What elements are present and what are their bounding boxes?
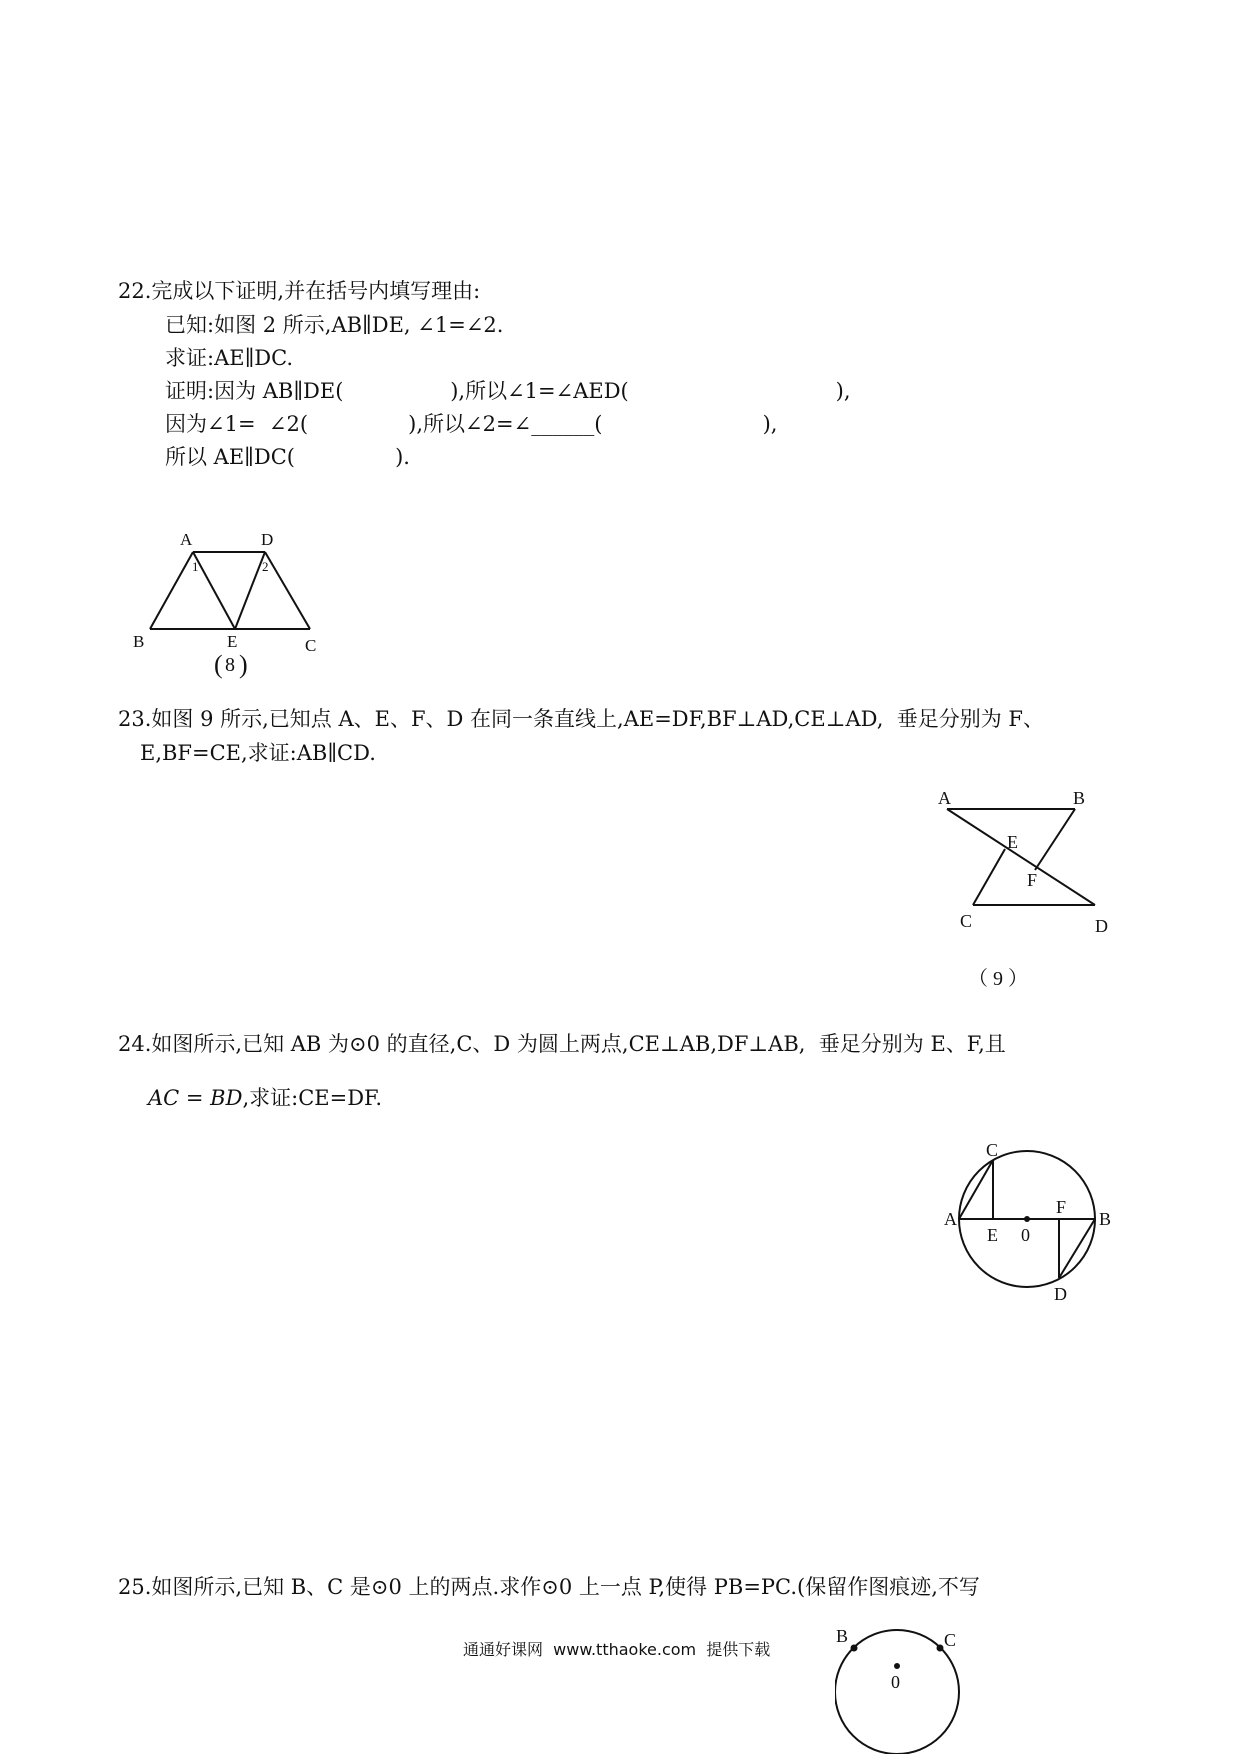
q22-proof-line1: 证明:因为 AB∥DE( ),所以∠1=∠AED( ),	[165, 379, 851, 403]
label-B: B	[133, 632, 145, 651]
q23-figure-lines	[947, 809, 1095, 905]
q24-figure	[935, 1140, 1120, 1315]
label-B: B	[836, 1626, 849, 1646]
q22-given: 已知:如图 2 所示,AB∥DE, ∠1=∠2.	[165, 313, 504, 337]
q23-figure	[935, 782, 1135, 1002]
segment-AD	[947, 809, 1095, 905]
q22-proof-line3: 所以 AE∥DC( ).	[165, 445, 410, 469]
q25-figure	[835, 1622, 975, 1754]
label-D: D	[1054, 1284, 1067, 1304]
label-C: C	[305, 636, 317, 655]
center-point	[1024, 1216, 1030, 1222]
label-C: C	[944, 1630, 957, 1650]
q23-line1: 23.如图 9 所示,已知点 A、E、F、D 在同一条直线上,AE=DF,BF⊥AD,CE⊥AD, 垂足分别为 F、	[118, 707, 1044, 731]
q22-prove: 求证:AE∥DC.	[165, 346, 294, 370]
label-F: F	[1027, 870, 1038, 890]
chord-DB	[1059, 1219, 1095, 1278]
segment-EC	[973, 849, 1005, 905]
label-B: B	[1099, 1209, 1112, 1229]
point-B	[851, 1645, 858, 1652]
paren-left: (	[214, 650, 223, 679]
center-point	[894, 1663, 900, 1669]
q22-title: 22.完成以下证明,并在括号内填写理由:	[118, 279, 481, 303]
chord-AC	[959, 1160, 993, 1219]
q22-figure-caption: 8	[225, 654, 235, 676]
q22-figure-lines	[150, 552, 310, 629]
paren-right: )	[239, 650, 248, 679]
segment-AB	[150, 552, 193, 629]
segment-DC	[265, 552, 310, 629]
label-E: E	[1007, 832, 1018, 852]
q23-line2: E,BF=CE,求证:AB∥CD.	[140, 741, 376, 765]
label-D: D	[261, 530, 274, 549]
label-B: B	[1073, 788, 1086, 808]
point-C	[937, 1645, 944, 1652]
label-D: D	[1095, 916, 1108, 936]
label-E: E	[227, 632, 238, 651]
label-C: C	[986, 1140, 999, 1160]
q25-line1: 25.如图所示,已知 B、C 是⊙0 上的两点.求作⊙0 上一点 P,使得 PB=PC.(保留作图痕迹,不写	[118, 1575, 980, 1599]
segment-DE	[235, 552, 265, 629]
segment-AE	[193, 552, 235, 629]
page-footer: 通通好课网 www.tthaoke.com 提供下载	[463, 1640, 771, 1659]
q24-line2-text: ,求证:CE=DF.	[242, 1086, 383, 1110]
angle-1-label: 1	[192, 559, 199, 574]
angle-2-label: 2	[262, 559, 269, 574]
label-O: 0	[1021, 1225, 1030, 1245]
segment-BF	[1035, 809, 1075, 870]
q22-figure	[125, 525, 335, 685]
label-C: C	[960, 911, 973, 931]
label-A: A	[938, 788, 951, 808]
q23-figure-caption: （ 9 ）	[968, 968, 1028, 990]
label-F: F	[1056, 1197, 1067, 1217]
q22-proof-line2: 因为∠1= ∠2( ),所以∠2=∠______( ),	[165, 412, 778, 436]
label-E: E	[987, 1225, 998, 1245]
label-A: A	[180, 530, 193, 549]
q24-line1: 24.如图所示,已知 AB 为⊙0 的直径,C、D 为圆上两点,CE⊥AB,DF⊥AB, 垂足分别为 E、F,且	[118, 1032, 1006, 1056]
q24-math-expression: AC = BD	[148, 1086, 243, 1110]
label-A: A	[944, 1209, 957, 1229]
q24-line2	[148, 1085, 382, 1111]
label-O: 0	[891, 1672, 900, 1692]
